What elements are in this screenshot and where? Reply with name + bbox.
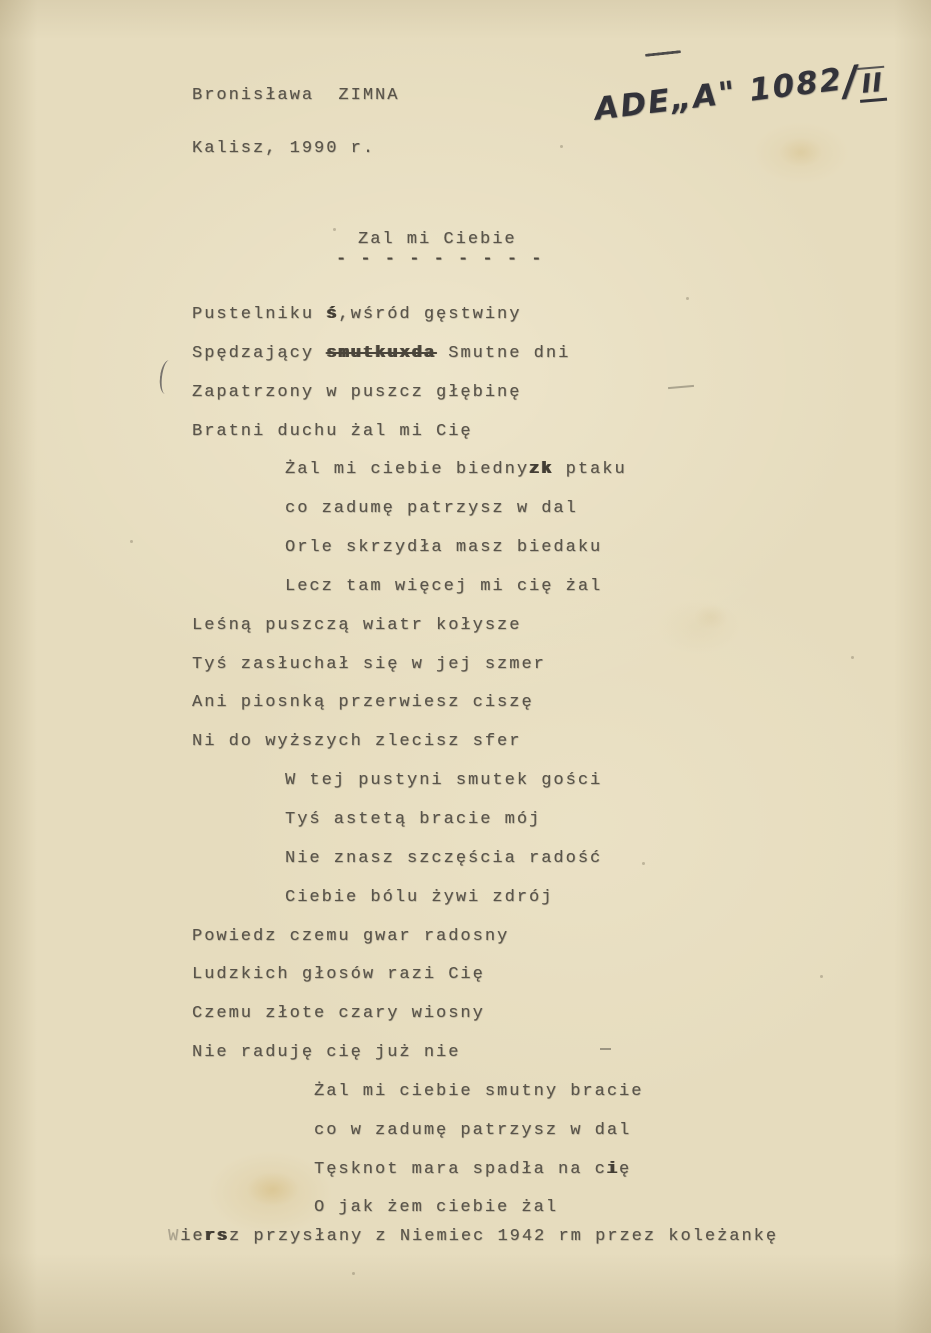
paper-speck	[851, 656, 854, 659]
typewritten-text: Żal mi ciebie smutny bracie	[314, 1081, 644, 1101]
typewritten-text: ę	[619, 1159, 632, 1179]
typewritten-text: Ludzkich głosów razi Cię	[192, 965, 485, 985]
poem-line	[192, 607, 892, 646]
typewritten-text: ptaku	[553, 460, 627, 480]
annotation-roman-numeral: II	[857, 66, 887, 103]
typewritten-text: Smutne dni	[436, 343, 571, 363]
poem-line	[192, 529, 892, 568]
typewritten-text: Ani piosnką przerwiesz ciszę	[192, 693, 534, 713]
overstruck-text: W	[168, 1227, 181, 1246]
handwritten-archive-annotation	[592, 54, 887, 135]
overstruck-text: smutkuxda	[326, 343, 437, 363]
poem-line	[192, 296, 892, 335]
title-underline-dashes: - - - - - - - - -	[336, 250, 544, 269]
typewritten-text: ie	[180, 1227, 205, 1246]
paper-stain	[772, 132, 830, 172]
poem-line	[192, 762, 892, 801]
typewritten-text: Orle skrzydła masz biedaku	[285, 538, 603, 558]
poem-line	[192, 490, 892, 529]
typewritten-text: O jak żem ciebie żal	[314, 1198, 559, 1218]
typewritten-text: Spędzający	[192, 343, 327, 363]
poem-line	[192, 335, 892, 374]
poem-line	[192, 840, 892, 879]
typewritten-text: ,wśród gęstwiny	[338, 305, 522, 324]
overstruck-text: ś	[326, 305, 339, 324]
poem-line	[192, 956, 892, 995]
paper-speck	[642, 862, 645, 865]
typewritten-text: Żal mi ciebie biedny	[285, 460, 530, 480]
poem-line	[192, 568, 892, 607]
pen-curve-mark	[158, 359, 174, 394]
annotation-slash: /	[840, 57, 861, 106]
typewritten-text: Zapatrzony w puszcz głębinę	[192, 382, 522, 402]
typewritten-text: Tęsknot mara spadła na c	[314, 1159, 607, 1179]
poem-line	[192, 646, 892, 685]
typewritten-text: Powiedz czemu gwar radosny	[192, 926, 510, 946]
poem-line	[192, 374, 892, 413]
typewritten-text: co zadumę patrzysz w dal	[285, 499, 578, 519]
typewritten-text: Tyś astetą bracie mój	[285, 809, 542, 829]
poem	[192, 296, 892, 1228]
typewritten-text: Leśną puszczą wiatr kołysze	[192, 615, 522, 635]
pen-speck	[600, 1048, 611, 1050]
typewritten-text: Bratni duchu żal mi Cię	[192, 421, 473, 441]
paper-speck	[352, 1272, 355, 1275]
poem-line	[192, 451, 892, 490]
poem-line	[192, 723, 892, 762]
typewritten-text: Pustelniku	[192, 305, 327, 324]
typewritten-text: W tej pustyni smutek gości	[285, 771, 603, 791]
typewritten-text: Czemu złote czary wiosny	[192, 1004, 485, 1024]
place-date-line: Kalisz, 1990 r.	[192, 139, 376, 158]
paper-stain	[688, 600, 734, 634]
typewritten-text: Tyś zasłuchał się w jej szmer	[192, 654, 546, 674]
poem-line	[192, 1034, 892, 1073]
typewritten-text: Lecz tam więcej mi cię żal	[285, 576, 603, 596]
typewritten-text: Nie znasz szczęścia radość	[285, 848, 603, 868]
poem-line	[192, 1073, 892, 1112]
paper-speck	[686, 297, 689, 300]
paper-speck	[333, 228, 336, 231]
typewritten-text: co w zadumę patrzysz w dal	[314, 1120, 632, 1140]
paper-speck	[820, 975, 823, 978]
typewritten-text: Ni do wyższych zlecisz sfer	[192, 732, 522, 752]
poem-line	[192, 918, 892, 957]
pen-dash-mark	[645, 50, 681, 57]
author-line: Bronisława ZIMNA	[192, 86, 400, 105]
annotation-text: ADE„A" 1082	[592, 61, 846, 128]
poem-line	[192, 879, 892, 918]
footer-note	[168, 1222, 778, 1252]
overstruck-text: i	[606, 1159, 620, 1179]
typewritten-text: z przysłany z Niemiec 1942 rm przez koleżankę	[229, 1227, 779, 1246]
paper-stain	[238, 1166, 308, 1212]
overstruck-text: rs	[204, 1227, 230, 1246]
paper-speck	[560, 145, 563, 148]
poem-line	[192, 413, 892, 452]
poem-line	[192, 995, 892, 1034]
poem-line	[192, 684, 892, 723]
poem-line	[192, 1112, 892, 1151]
poem-title: Zal mi Ciebie	[358, 230, 517, 249]
typewritten-text: Ciebie bólu żywi zdrój	[285, 887, 554, 907]
overstruck-text: zk	[529, 460, 554, 480]
paper-speck	[130, 540, 133, 543]
poem-line	[192, 801, 892, 840]
typewritten-text: Nie raduję cię już nie	[192, 1043, 461, 1063]
